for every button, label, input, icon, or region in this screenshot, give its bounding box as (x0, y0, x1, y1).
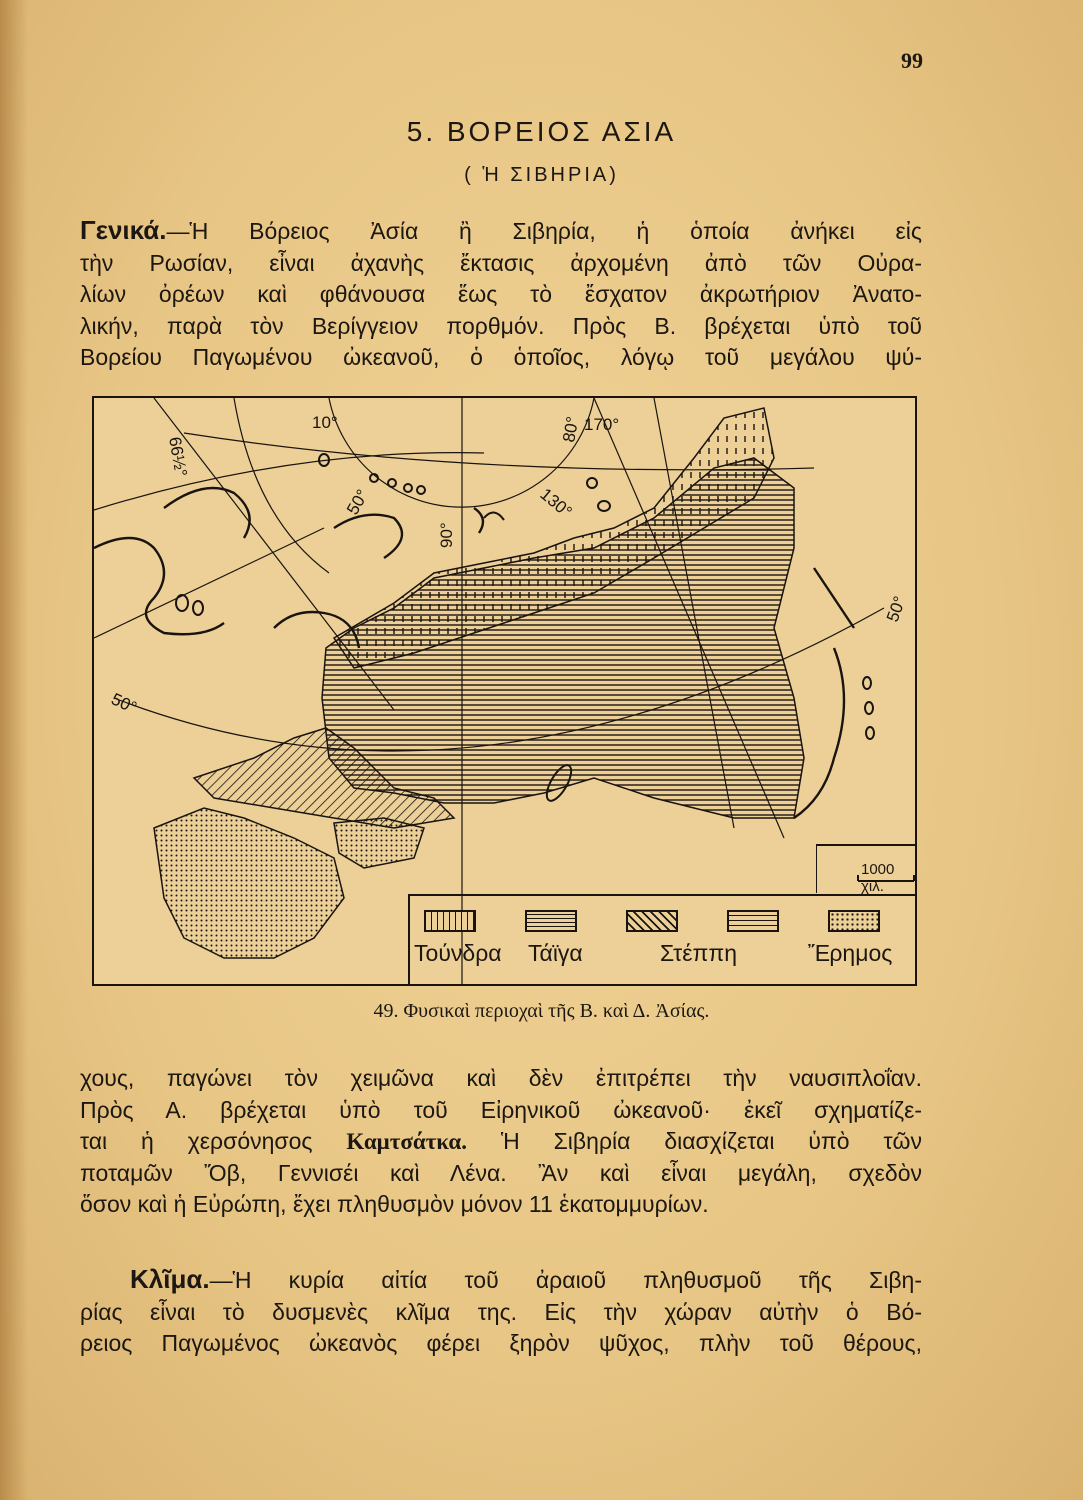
legend-label-taiga: Τάϊγα (528, 940, 583, 966)
legend-swatch-taiga (525, 910, 577, 932)
text-line: Πρὸς Α. βρέχεται ὑπὸ τοῦ Εἰρηνικοῦ ὠκεανοῦ· ἐκεῖ σχηματίζε- (80, 1096, 922, 1123)
latitude-label: 66½° (165, 435, 191, 478)
longitude-label: 90° (437, 522, 456, 548)
longitude-label: 10° (312, 413, 338, 432)
lead-word-climate: Κλῖμα. (130, 1264, 210, 1294)
text-line: λίων ὀρέων καὶ φθάνουσα ἕως τὸ ἔσχατον ἀκρωτήριον Ἀνατο- (80, 281, 922, 307)
legend-label-tundra: Τούνδρα (414, 940, 502, 966)
latitude-label: 50° (882, 593, 910, 625)
text-line: ποταμῶν Ὄβ, Γεννισέι καὶ Λένα. Ἂν καὶ εἶναι μεγάλη, σχεδὸν (80, 1159, 922, 1186)
intro-paragraph (80, 215, 922, 374)
text-line: ὅσον καὶ ἡ Εὐρώπη, ἔχει πληθυσμὸν μόνον 11 ἑκατομμυρίων. (80, 1191, 709, 1217)
text-line: χους, παγώνει τὸν χειμῶνα καὶ δὲν ἐπιτρέπει τὴν ναυσιπλοΐαν. (80, 1065, 922, 1091)
latitude-label: 50° (343, 486, 373, 518)
text-line: Βορείου Παγωμένου ὠκεανοῦ, ὁ ὁποῖος, λόγῳ τοῦ μεγάλου ψύ- (80, 344, 922, 370)
text-line: ρίας εἶναι τὸ δυσμενὲς κλῖμα της. Εἰς τὴν χώραν αὐτὴν ὁ Βό- (80, 1298, 922, 1325)
longitude-label: 130° (536, 484, 576, 522)
longitude-label: 170° (584, 415, 620, 434)
page-number: 99 (901, 48, 923, 73)
legend-swatch-mixed (727, 910, 779, 932)
scale-label: 1000 χιλ. (861, 861, 895, 895)
legend-label-desert: Ἔρημος (808, 940, 893, 966)
text-line: τὴν Ρωσίαν, εἶναι ἀχανὴς ἔκτασις ἀρχομένη ἀπὸ τῶν Οὐρα- (80, 249, 922, 276)
climate-paragraph (80, 1264, 922, 1360)
text-line: λικήν, παρὰ τὸν Βερίγγειον πορθμόν. Πρὸς Β. βρέχεται ὑπὸ τοῦ (80, 312, 922, 339)
legend-swatch-desert (828, 910, 880, 932)
legend-swatch-steppe (626, 910, 678, 932)
section-subtitle: ( Ἡ ΣΙΒΗΡΙΑ) (464, 164, 619, 186)
desert-region (154, 808, 344, 958)
keyword-kamchatka: Καμτσάτκα. (346, 1129, 467, 1154)
text-line: ρειος Παγωμένος ὠκεανὸς φέρει ξηρὸν ψῦχος, πλὴν τοῦ θέρους, (80, 1330, 922, 1356)
desert-region (334, 818, 424, 868)
legend-label-steppe: Στέππη (660, 940, 737, 966)
lead-word-general: Γενικά. (80, 215, 167, 245)
continuation-paragraph (80, 1063, 922, 1221)
text-line: Κλῖμα.—Ἡ κυρία αἰτία τοῦ ἀραιοῦ πληθυσμοῦ τῆς Σιβη- (130, 1264, 922, 1294)
latitude-label: 50° (108, 689, 140, 718)
text-line: ται ἡ χερσόνησος Καμτσάτκα. Ἡ Σιβηρία διασχίζεται ὑπὸ τῶν (80, 1128, 923, 1154)
page-gutter-shadow (0, 0, 28, 1500)
map-figure (92, 396, 917, 986)
section-title: 5. ΒΟΡΕΙΟΣ ΑΣΙΑ (406, 116, 677, 147)
figure-caption: 49. Φυσικαὶ περιοχαὶ τῆς Β. καὶ Δ. Ἀσίας. (373, 1000, 710, 1022)
legend-swatch-tundra (424, 910, 476, 932)
latitude-label: 80° (559, 415, 583, 444)
map-legend (408, 894, 916, 984)
text-line: Γενικά.—Ἡ Βόρειος Ἀσία ἢ Σιβηρία, ἡ ὁποία ἀνήκει εἰς (80, 215, 922, 245)
